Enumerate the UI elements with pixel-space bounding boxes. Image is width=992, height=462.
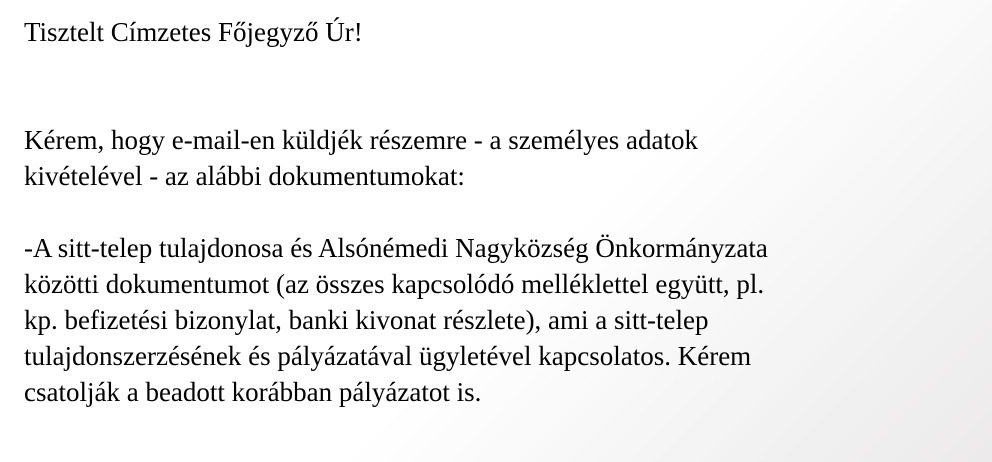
item-paragraph-line-2: közötti dokumentumot (az összes kapcsolódó melléklettel együtt, pl.	[24, 269, 765, 299]
request-paragraph	[24, 122, 968, 194]
item-paragraph-line-1: -A sitt-telep tulajdonosa és Alsónémedi Nagyközség Önkormányzata	[24, 233, 768, 263]
document-body	[24, 14, 968, 410]
item-paragraph-line-3: kp. befizetési bizonylat, banki kivonat részlete), ami a sitt-telep	[24, 305, 709, 335]
paragraph-spacer	[24, 194, 968, 230]
paragraph-spacer	[24, 50, 968, 122]
request-paragraph-line-1: Kérem, hogy e-mail-en küldjék részemre - a személyes adatok	[24, 125, 698, 155]
item-paragraph	[24, 230, 968, 410]
salutation-text: Tisztelt Címzetes Főjegyző Úr!	[24, 17, 363, 47]
item-paragraph-line-4: tulajdonszerzésének és pályázatával ügyletével kapcsolatos. Kérem	[24, 341, 752, 371]
item-paragraph-line-5: csatolják a beadott korábban pályázatot is.	[24, 377, 482, 407]
request-paragraph-line-2: kivételével - az alábbi dokumentumokat:	[24, 161, 465, 191]
